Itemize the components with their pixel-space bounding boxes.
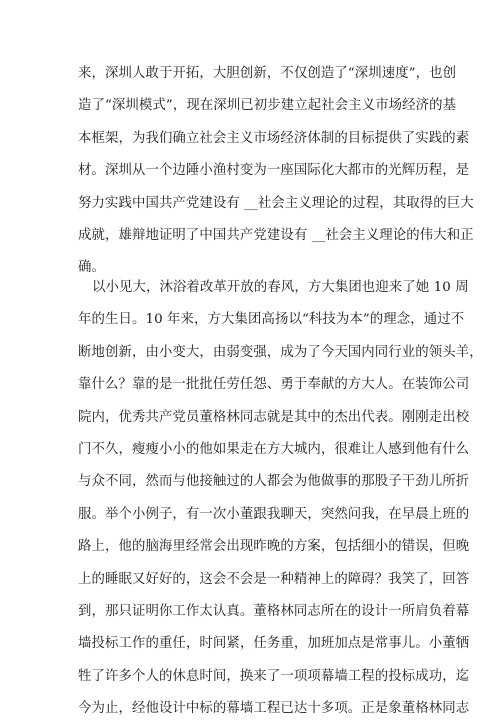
paragraph-shenzhen [78, 58, 474, 285]
text-line: 确。 [78, 260, 105, 276]
text-line: 造了“深圳模式”，现在深圳已初步建立起社会主义市场经济的基 [78, 98, 457, 114]
text-line: 年的生日。10 年来，方大集团高扬以“科技为本”的理念，通过不 [78, 312, 465, 328]
text-line: 来，深圳人敢于开拓，大胆创新，不仅创造了“深圳速度”，也创 [78, 66, 457, 81]
text-line: 路上，他的脑海里经常会出现昨晚的方案，包括细小的错误，但晚 [78, 539, 470, 555]
text-line: 成就，雄辩地证明了中国共产党建设有 __社会主义理论的伟大和正 [78, 227, 474, 243]
text-line-indented: 以小见大，沐浴着改革开放的春风，方大集团也迎来了她 10 周 [92, 280, 469, 295]
text-line: 努力实践中国共产党建设有 __社会主义理论的过程，其取得的巨大 [78, 195, 474, 211]
text-line: 到，那只证明你工作太认真。董格林同志所在的设计一所肩负着幕 [78, 603, 470, 619]
text-line: 上的睡眠又好好的，这会不会是一种精神上的障碍？我笑了，回答 [78, 571, 470, 587]
text-line: 本框架，为我们确立社会主义市场经济体制的目标提供了实践的素 [78, 130, 470, 146]
text-line: 材。深圳从一个边陲小渔村变为一座国际化大都市的光辉历程，是 [78, 163, 470, 179]
text-line: 门不久，瘦瘦小小的他如果走在方大城内，很难让人感到他有什么 [78, 441, 470, 457]
text-line: 今为止，经他设计中标的幕墙工程已达十多项。正是象董格林同志 [78, 701, 470, 717]
text-line: 与众不同，然而与他接触过的人都会为他做事的那股子干劲儿所折 [78, 474, 470, 490]
text-line: 断地创新，由小变大，由弱变强，成为了今天国内同行业的领头羊， [78, 344, 483, 360]
text-line: 墙投标工作的重任，时间紧，任务重，加班加点是常事儿。小董牺 [78, 636, 470, 652]
text-line: 院内，优秀共产党员董格林同志就是其中的杰出代表。刚刚走出校 [78, 409, 470, 425]
text-line: 牲了许多个人的休息时间，换来了一项项幕墙工程的投标成功，迄 [78, 668, 470, 684]
text-line: 服。举个小例子，有一次小董跟我聊天，突然问我，在早晨上班的 [78, 506, 470, 522]
paragraph-fangda [78, 272, 483, 725]
text-line: 靠什么？靠的是一批批任劳任怨、勇于奉献的方大人。在装饰公司 [78, 377, 470, 393]
